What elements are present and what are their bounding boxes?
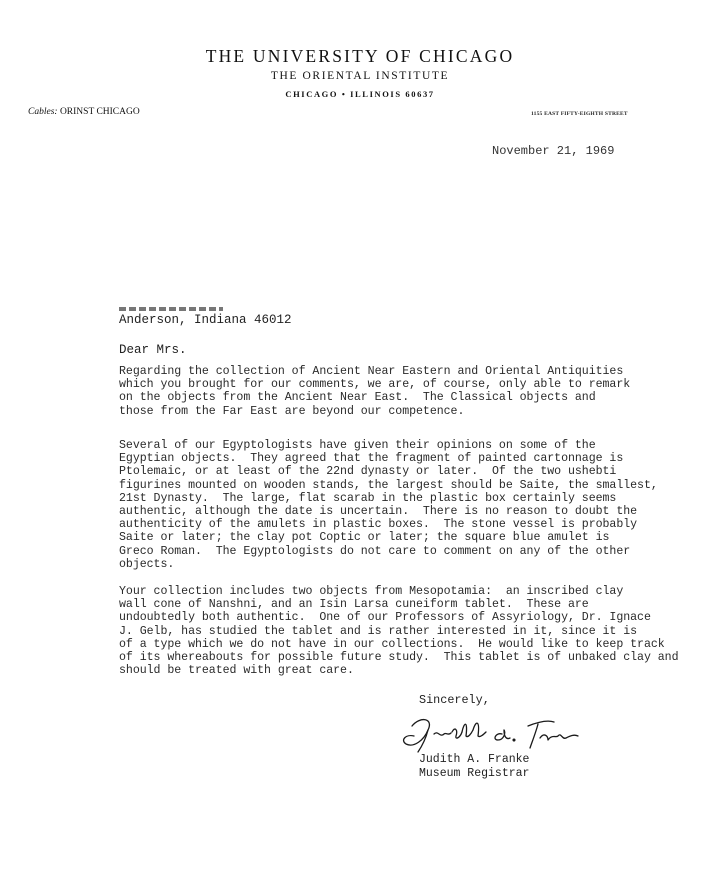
letter-date: November 21, 1969: [492, 144, 615, 158]
recipient-address: Anderson, Indiana 46012: [119, 313, 292, 327]
letterhead-university: THE UNIVERSITY OF CHICAGO: [205, 46, 515, 66]
closing: Sincerely,: [419, 693, 490, 707]
letterhead-cables: [28, 107, 140, 117]
signer-name: Judith A. Franke: [419, 753, 530, 766]
letterhead-city: CHICAGO • ILLINOIS 60637: [285, 89, 435, 99]
redacted-name-line: [119, 307, 223, 311]
body-paragraph-1: Regarding the collection of Ancient Near Eastern and Oriental Antiquities which you brought for our comments, we are, of course, only able to remark on the objects from the Ancient Near East. The Classical objects and those from the Far East are beyond our competence.: [119, 365, 631, 418]
letterhead-street: 1155 EAST FIFTY-EIGHTH STREET: [531, 111, 628, 117]
body-paragraph-2: Several of our Egyptologists have given their opinions on some of the Egyptian objects. They agreed that the fragment of painted cartonnage is Ptolemaic, or at least of the 22nd dynasty or later. Of the two ushebti figurines mounted on wooden stands, the largest should be Saite, the smallest, 21st Dynasty. The large, flat scarab in the plastic box certainly seems authentic, although the date is uncertain. There is no reason to doubt the authenticity of the amulets in plastic boxes. The stone vessel is probably Saite or later; the clay pot Coptic or later; the square blue amulet is Greco Roman. The Egyptologists do not care to comment on any of the other objects.: [119, 439, 658, 571]
letterhead-institute: THE ORIENTAL INSTITUTE: [270, 70, 450, 82]
cables-label: Cables:: [28, 107, 58, 117]
body-paragraph-3: Your collection includes two objects from Mesopotamia: an inscribed clay wall cone of Nanshni, and an Isin Larsa cuneiform tablet. These are undoubtedly both authentic. One of our Professors of Assyriology, Dr. Ignace J. Gelb, has studied the tablet and is rather interested in it, since it is of a type which we do not have in our collections. He would like to keep track of its whereabouts for possible future study. This tablet is of unbaked clay and should be treated with great care.: [119, 585, 679, 678]
salutation: Dear Mrs.: [119, 343, 187, 357]
signer-title: Museum Registrar: [419, 767, 530, 780]
cables-value: ORINST CHICAGO: [59, 107, 140, 117]
handwritten-signature: [398, 712, 584, 754]
